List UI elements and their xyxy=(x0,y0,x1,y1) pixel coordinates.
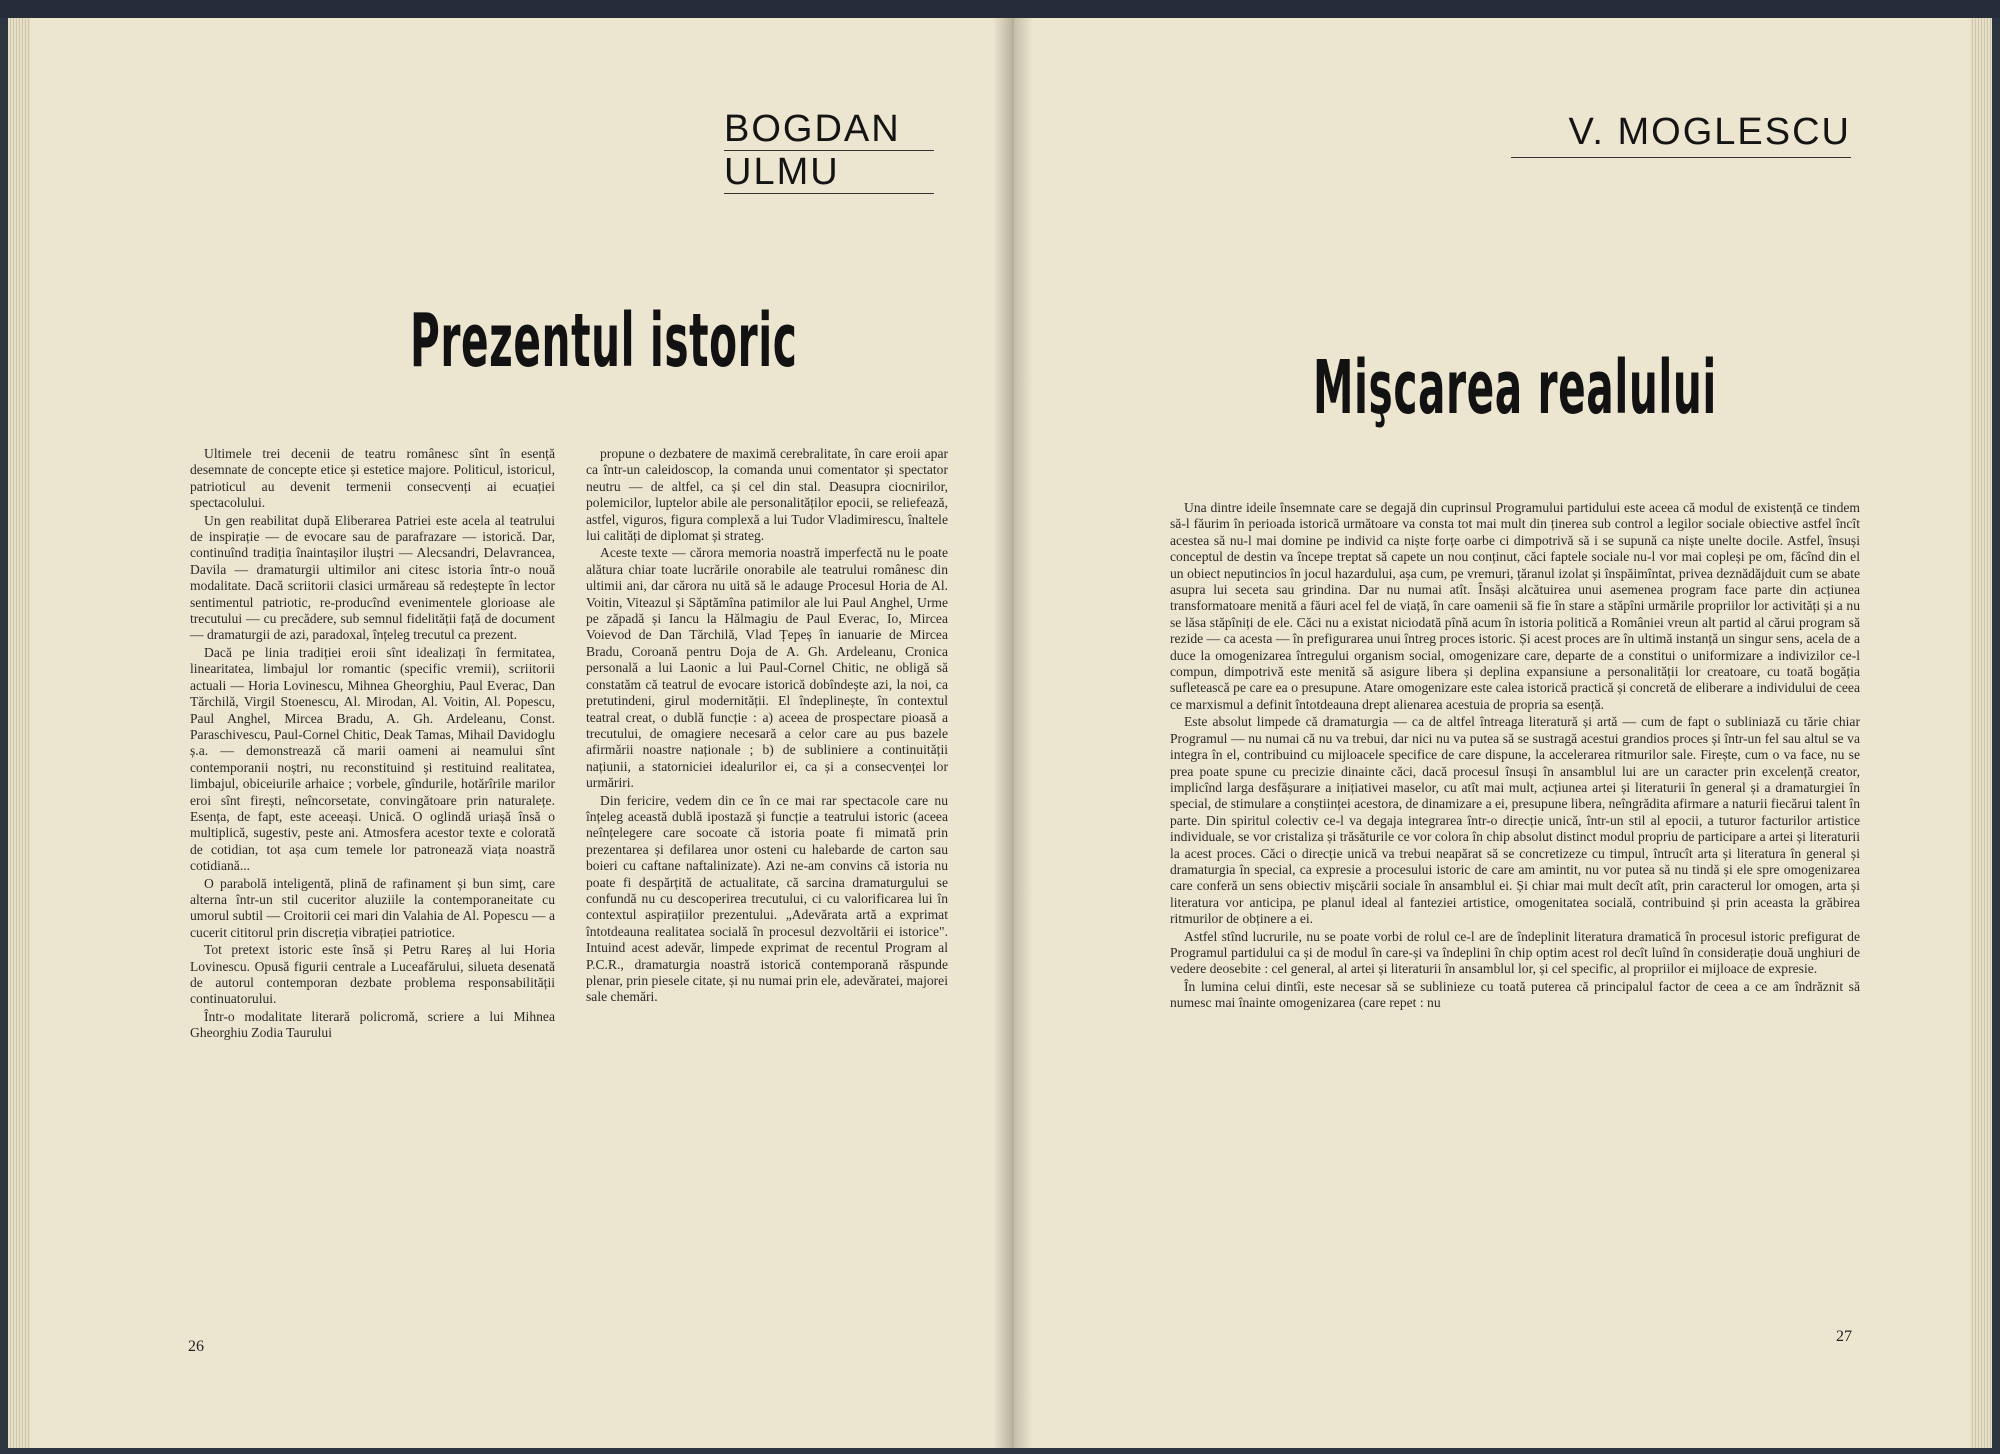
left-author-name xyxy=(724,110,934,194)
paragraph: Ultimele trei decenii de teatru românesc sînt în esență desemnate de concepte etice și estetice majore. Politicul, istoricul, patrioticul au devenit termenii consecvenți ai ecuației spectacolului. xyxy=(190,446,555,511)
paragraph: Din fericire, vedem din ce în ce mai rar spectacole care nu înțeleg această dublă ipostază și funcție a teatrului istoric (aceea neînțelegere care socoate că istoria poate fi mimată prin prezentarea și defilarea unor osteni cu halebarde de carton sau boieri cu caftane naftalinizate). Azi ne-am convins că istoria nu poate fi despărțită de actualitate, că sarcina dramaturgului se confundă nu cu descoperirea trecutului, ci cu valorificarea lui în contextul aspirațiilor prezentului. „Adevărata artă a exprimat întotdeauna realitatea socială în procesul dezvoltării ei istorice". Intuind acest adevăr, limpede exprimat de recentul Program al P.C.R., dramaturgia noastră istorică contemporană răspunde plenar, prin piesele citate, și nu numai prin ele, adevăratei, majorei sale chemări. xyxy=(586,792,948,1005)
left-column-1 xyxy=(190,446,555,1042)
left-page-edges xyxy=(8,18,30,1448)
paragraph: O parabolă inteligentă, plină de rafinament și bun simț, care alterna într-un stil cuceritor aluziile la contemporaneitate cu umorul subtil — Croitorii cei mari din Valahia de Al. Popescu — a cucerit cititorul prin discreția vibrației patriotice. xyxy=(190,875,555,940)
paragraph: Este absolut limpede că dramaturgia — ca de altfel întreaga literatură și artă — cum de fapt o subliniază cu tărie chiar Programul — nu numai că nu va trebui, dar nici nu va putea să se sustragă acestui grandios proces și într-un fel sau altul se va integra în el, contribuind cu mijloacele specifice de care dispune, la accelerarea ritmurilor sale. Firește, cum o va face, nu se prea poate spune cu precizie dinainte căci, dacă procesul însuși în ansamblul lui are un caracter prin excelență creator, implicînd larga desfășurare a inițiativei maselor, cu atît mai mult, acțiunea artei și literaturii în general și a dramaturgiei în special, de stimulare a conștiinței acestora, de dinamizare a ei, presupune libera, neîngrădita afirmare a naturii fiecărui talent în parte. Din spiritul colectiv ce-l va degaja integrarea într-o direcție unică, într-un stil al epocii, a tuturor facturilor artistice individuale, se vor cristaliza și trăsăturile ce vor colora în chip absolut distinct modul propriu de participare a artei și literaturii la acest proces. Căci o direcție unică va trebui neapărat să se concretizeze cu timpul, întrucît arta și literatura în general și dramaturgia în special, ca expresie a procesului istoric de care am amintit, nu vor putea să nu tindă și ele spre omogenizarea care conferă un sens obiectiv mișcării sociale în ansamblul ei. Și chiar mai mult decît atît, prin caracterul lor omogen, arta și literatura vor anticipa, pe planul ideal al fanteziei artistice, omogenitatea socială, contribuind și prin aceasta la grăbirea ritmurilor de obținere a ei. xyxy=(1170,714,1860,927)
right-page-number: 27 xyxy=(1836,1328,1852,1345)
left-page-number: 26 xyxy=(188,1338,204,1355)
paragraph: Într-o modalitate literară policromă, scriere a lui Mihnea Gheorghiu Zodia Taurului xyxy=(190,1008,555,1041)
paragraph: Tot pretext istoric este însă și Petru Rareș al lui Horia Lovinescu. Opusă figurii centrale a Luceafărului, silueta desenată de autorul contemporan dezbate problema responsabilității continuatorului. xyxy=(190,942,555,1007)
left-article-title: Prezentul istoric xyxy=(410,298,798,384)
right-column xyxy=(1170,500,1860,1012)
book-cover-top xyxy=(0,0,2000,18)
left-column-2 xyxy=(586,446,948,1006)
paragraph: În lumina celui dintîi, este necesar să se sublinieze cu toată puterea că principalul factor de ceea a ce am îndrăznit să numesc mai înainte omogenizarea (care repet : nu xyxy=(1170,978,1860,1011)
paragraph: Aceste texte — cărora memoria noastră imperfectă nu le poate alătura chiar toate lucrările onorabile ale teatrului românesc din ultimii ani, dar cărora nu uită să le adauge Procesul Horia de Al. Voitin, Viteazul și Săptămîna patimilor ale lui Paul Anghel, Urme pe zăpadă și Iancu la Hălmagiu de Paul Everac, Io, Mircea Voievod de Dan Tărchilă, Vlad Țepeș în ianuarie de Mircea Bradu, Coroană pentru Doja de A. Gh. Ardeleanu, Cronica personală a lui Laonic a lui Paul-Cornel Chitic, ne obligă să constatăm că teatrul de evocare istorică dobîndește azi, la noi, ca pretutindeni, girul modernității. El îndeplinește, în contextul teatral creat, o dublă funcție : a) aceea de prospectare pioasă a trecutului, de omagiere necesară a celor care au pus bazele afirmării noastre naționale ; b) de subliniere a continuității națiunii, a statorniciei idealurilor ei, ca și a consecvenței lor urmăriri. xyxy=(586,545,948,791)
right-article-title: Mişcarea realului xyxy=(1313,345,1717,431)
book-spread xyxy=(8,18,1992,1448)
right-author-name: V. MOGLESCU xyxy=(1511,113,1851,158)
paragraph: Astfel stînd lucrurile, nu se poate vorbi de rolul ce-l are de îndeplinit literatura dramatică în procesul istoric prefigurat de Programul partidului ca și de modul în care-și va îndeplini în chip optim acest rol decît luînd în considerație două unghiuri de vedere deosebite : cel general, al artei și literaturii în ansamblul lor, și cel specific, al propriilor ei mijloace de expresie. xyxy=(1170,928,1860,977)
paragraph: Dacă pe linia tradiției eroii sînt idealizați în fermitatea, linearitatea, limbajul lor romantic (specific vremii), scriitorii actuali — Horia Lovinescu, Mihnea Gheorghiu, Paul Everac, Dan Tărchilă, Virgil Stoenescu, Al. Mirodan, Al. Voitin, Al. Popescu, Paul Anghel, Mircea Bradu, A. Gh. Ardeleanu, Const. Paraschivescu, Paul-Cornel Chitic, Deak Tamas, Mihail Davidoglu ș.a. — demonstrează că marii oameni ai neamului sînt contemporanii noștri, nu reconstituind și restituind realitatea, limbajul, obiceiurile arhaice ; vorbele, gîndurile, hotărîrile marilor eroi sînt firești, neîncorsetate, convingătoare prin naturalețe. Esența, de fapt, este aceeași. Unică. O oglindă uriașă însă o multiplică, sugestiv, peste ani. Atmosfera acestor texte e colorată de cotidian, tot așa cum temele lor patronează viața noastră cotidiană... xyxy=(190,644,555,874)
paragraph: propune o dezbatere de maximă cerebralitate, în care eroii apar ca într-un caleidoscop, la comanda unui comentator și spectator neutru — de altfel, ca și cel din stal. Deasupra ciocnirilor, polemicilor, luptelor abile ale personalităților epocii, se reliefează, astfel, viguros, figura complexă a lui Tudor Vladimirescu, înaltele lui calități de diplomat și strateg. xyxy=(586,446,948,544)
right-page-edges xyxy=(1970,18,1992,1448)
paragraph: Un gen reabilitat după Eliberarea Patriei este acela al teatrului de inspirație — de evocare sau de parafrazare — istorică. Dar, continuînd tradiția înaintașilor iluștri — Alecsandri, Delavrancea, Davila — dramaturgii ultimilor ani citesc istoria într-o nouă modalitate. Dacă scriitorii clasici urmăreau să redeștepte în lector sentimentul patriotic, re-producînd evenimentele glorioase ale trecutului — cu precădere, sub semnul fidelității față de document — dramaturgii de azi, paradoxal, înțeleg trecutul ca prezent. xyxy=(190,512,555,643)
left-author-first-name: BOGDAN xyxy=(724,108,901,150)
paragraph: Una dintre ideile însemnate care se degajă din cuprinsul Programului partidului este aceea că modul de existență ce tindem să-l făurim în perioada istorică următoare va consta tot mai mult din ținerea sub control a legilor sociale obiective astfel încît acestea să nu-l mai domine pe individ ca niște forțe oarbe ci dimpotrivă să i se supună ca niște unelte docile. Astfel, însuși conceptul de destin va începe treptat să capete un nou conținut, căci faptele sociale nu-l vor mai copleși pe om, făcînd din el un obiect neputincios în jocul hazardului, așa cum, pe vremuri, țăranul izolat și înspăimîntat, privea deznădăjduit cum se abate asupra lui seceta sau grindina. Dar nu numai atît. Însăși alcătuirea unui asemenea program face parte din acțiunea transformatoare menită a făuri acel fel de viață, în care oamenii să fie în stare a stăpîni urmările propriilor lor activități și a nu se lăsa stăpîniți de ele. Căci nu a existat niciodată pînă acum în istoria politică a României vreun alt partid al cărui program să rezide — ca acesta — în prefigurarea unui întreg proces istoric. Și acest proces are în ultimă instanță un singur sens, acela de a duce la omogenizarea întregului organism social, omogenizare care, departe de a constitui o uniformizare a indivizilor ce-l compun, dimpotrivă este menită să asigure libera și deplina expansiune a personalității lor creatoare, cu toată bogăția sufletească pe care ea o presupune. Atare omogenizare este calea istorică practică și concretă de eliberare a individului de ceea ce marxismul a definit întotdeauna drept alienarea acestuia de propria sa esență. xyxy=(1170,500,1860,712)
book-gutter xyxy=(993,18,1033,1448)
left-author-last-name: ULMU xyxy=(724,150,934,193)
